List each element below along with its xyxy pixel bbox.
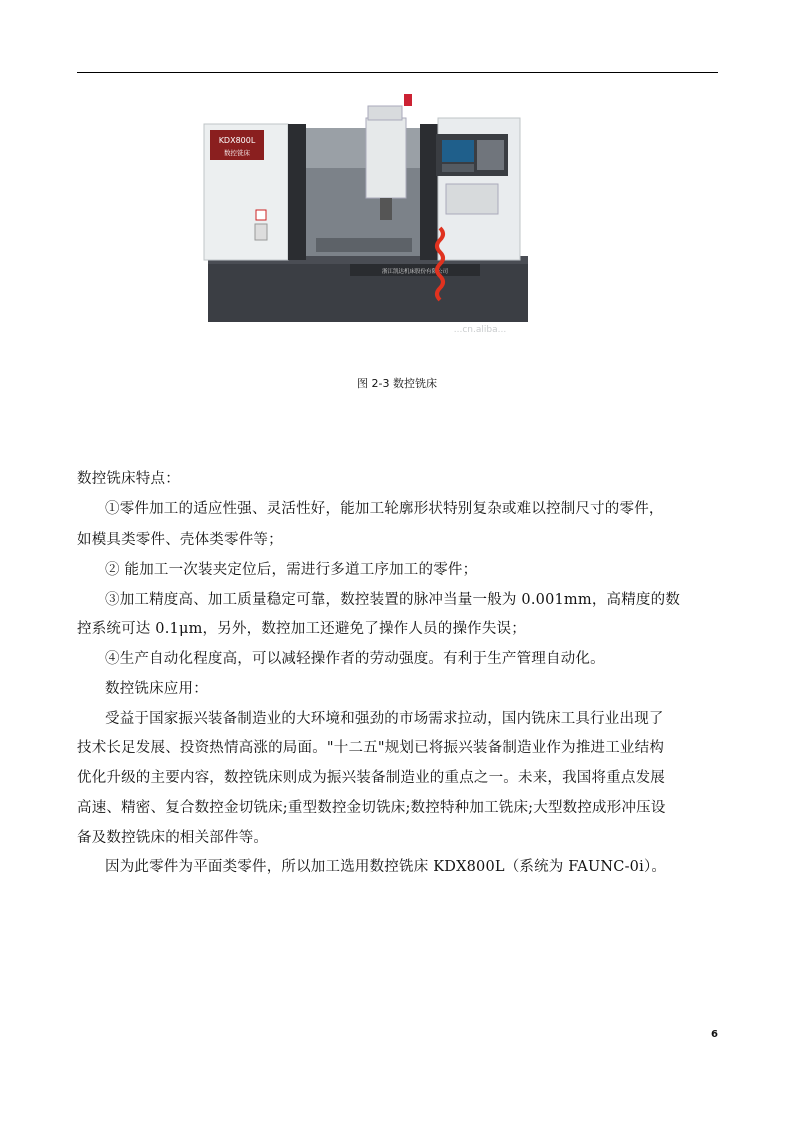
feature-3-line-1: ③加工精度高、加工质量稳定可靠，数控装置的脉冲当量一般为 0.001mm，高精度的数 (105, 592, 681, 608)
application-line-5: 备及数控铣床的相关部件等。 (77, 830, 269, 846)
heading-application: 数控铣床应用： (105, 681, 208, 697)
application-line-4: 高速、精密、复合数控金切铣床;重型数控金切铣床;数控特种加工铣床;大型数控成形冲压设 (77, 800, 666, 816)
image-watermark: ...cn.aliba... (453, 325, 507, 333)
feature-1-line-2: 如模具类零件、壳体类零件等； (77, 532, 283, 548)
application-line-2: 技术长足发展、投资热情高涨的局面。"十二五"规划已将振兴装备制造业作为推进工业结构 (77, 740, 665, 756)
feature-1-line-1: ①零件加工的适应性强、灵活性好，能加工轮廓形状特别复杂或难以控制尺寸的零件， (105, 501, 664, 517)
machine-plate-model: KDX800L (218, 136, 256, 145)
application-line-1: 受益于国家振兴装备制造业的大环境和强劲的市场需求拉动，国内铣床工具行业出现了 (105, 711, 664, 727)
feature-4: ④生产自动化程度高，可以减轻操作者的劳动强度。有利于生产管理自动化。 (105, 651, 605, 667)
machine-plate-type: 数控铣床 (224, 149, 250, 157)
figure-caption: 图 2-3 数控铣床 (357, 377, 437, 390)
header-rule (77, 72, 718, 73)
feature-3-line-2: 控系统可达 0.1μm，另外，数控加工还避免了操作人员的操作失误； (77, 621, 526, 637)
heading-features: 数控铣床特点： (77, 471, 180, 487)
feature-2: ② 能加工一次装夹定位后，需进行多道工序加工的零件； (105, 562, 478, 578)
machine-badge-text: 浙江凯达机床股份有限公司 (381, 269, 449, 275)
cnc-milling-machine-image (200, 88, 535, 333)
conclusion: 因为此零件为平面类零件，所以加工选用数控铣床 KDX800L（系统为 FAUNC-0i）。 (105, 859, 667, 875)
application-line-3: 优化升级的主要内容，数控铣床则成为振兴装备制造业的重点之一。未来，我国将重点发展 (77, 770, 665, 786)
page-number: 6 (711, 1029, 718, 1040)
